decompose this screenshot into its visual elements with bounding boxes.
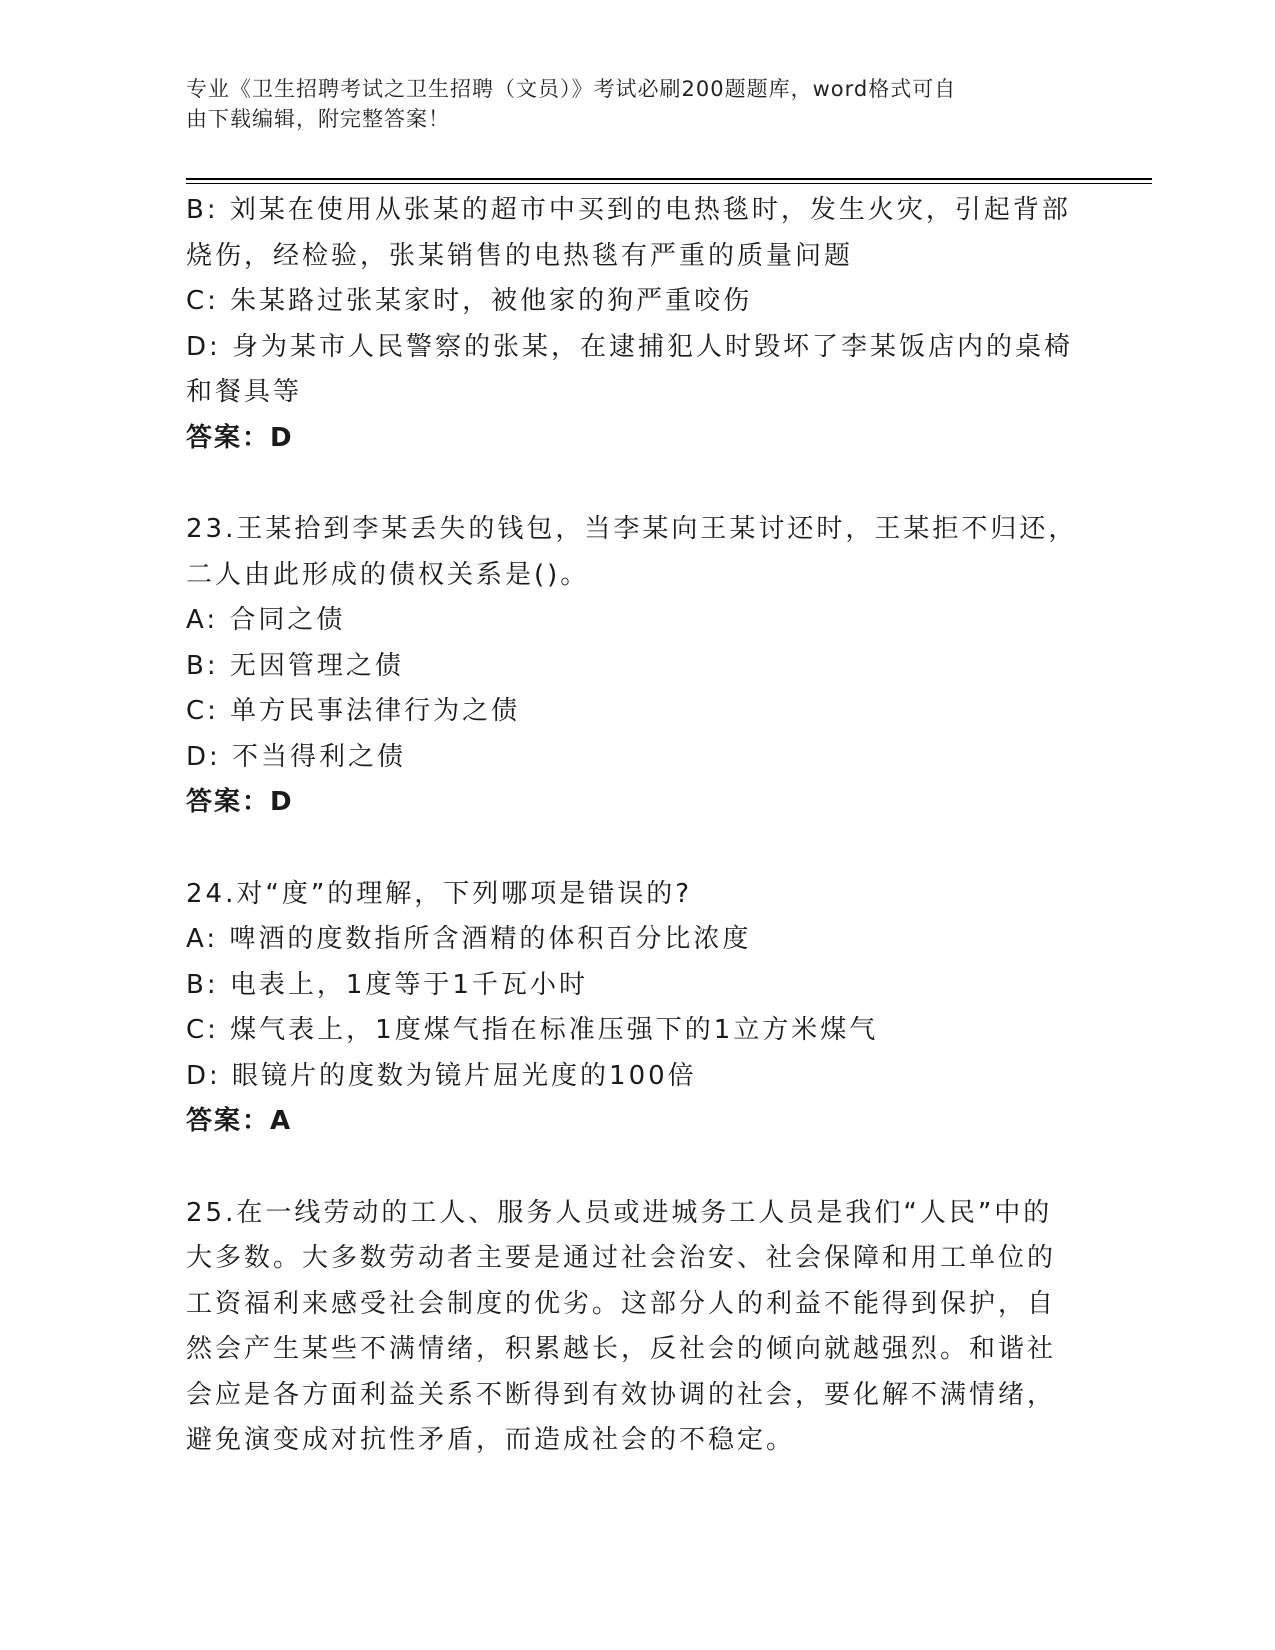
spacer (186, 1145, 1086, 1191)
question-22-remainder (186, 188, 1086, 461)
document-body (186, 188, 1086, 1464)
question-25-stem-line-1: 25.在一线劳动的工人、服务人员或进城务工人员是我们“人民”中的 (186, 1197, 1053, 1228)
option-c: C: 朱某路过张某家时，被他家的狗严重咬伤 (186, 286, 753, 316)
question-23-stem-line-2: 二人由此形成的债权关系是()。 (186, 559, 590, 590)
question-25 (186, 1191, 1086, 1464)
question-25-stem-line-4: 然会产生某些不满情绪，积累越长，反社会的倾向就越强烈。和谐社 (186, 1334, 1057, 1364)
question-24-stem: 24.对“度”的理解，下列哪项是错误的? (186, 878, 693, 909)
question-23 (186, 507, 1086, 826)
header-rule-thin (186, 183, 1152, 184)
question-25-stem-line-2: 大多数。大多数劳动者主要是通过社会治安、社会保障和用工单位的 (186, 1243, 1057, 1273)
header-line-2: 由下载编辑，附完整答案！ (186, 107, 450, 131)
question-24-option-b: B: 电表上，1度等于1千瓦小时 (186, 969, 588, 1000)
question-25-stem-line-6: 避免演变成对抗性矛盾，而造成社会的不稳定。 (186, 1425, 796, 1455)
question-23-option-d: D: 不当得利之债 (186, 741, 407, 772)
question-23-option-c: C: 单方民事法律行为之债 (186, 696, 521, 726)
option-b-line-1: B: 刘某在使用从张某的超市中买到的电热毯时，发生火灾，引起背部 (186, 195, 1071, 225)
header-line-1: 专业《卫生招聘考试之卫生招聘（文员）》考试必刷200题题库，word格式可自 (186, 77, 957, 101)
question-23-option-b: B: 无因管理之债 (186, 650, 404, 681)
question-24-option-a: A: 啤酒的度数指所含酒精的体积百分比浓度 (186, 924, 752, 954)
question-25-stem-line-5: 会应是各方面利益关系不断得到有效协调的社会，要化解不满情绪， (186, 1379, 1057, 1410)
answer-22: 答案：D (186, 422, 294, 453)
option-d-line-2: 和餐具等 (186, 377, 303, 407)
spacer (186, 461, 1086, 507)
question-23-option-a: A: 合同之债 (186, 605, 346, 635)
question-24 (186, 872, 1086, 1145)
header-rule-thick (186, 178, 1152, 180)
answer-24: 答案：A (186, 1106, 293, 1136)
page-header (186, 74, 1066, 134)
question-23-stem-line-1: 23.王某拾到李某丢失的钱包，当李某向王某讨还时，王某拒不归还， (186, 514, 1078, 544)
option-b-line-2: 烧伤，经检验，张某销售的电热毯有严重的质量问题 (186, 240, 854, 271)
spacer (186, 826, 1086, 872)
question-25-stem-line-3: 工资福利来感受社会制度的优劣。这部分人的利益不能得到保护，自 (186, 1288, 1057, 1319)
question-24-option-d: D: 眼镜片的度数为镜片屈光度的100倍 (186, 1060, 697, 1091)
option-d-line-1: D: 身为某市人民警察的张某，在逮捕犯人时毁坏了李某饭店内的桌椅 (186, 331, 1074, 362)
question-24-option-c: C: 煤气表上，1度煤气指在标准压强下的1立方米煤气 (186, 1015, 879, 1045)
answer-23: 答案：D (186, 787, 294, 817)
